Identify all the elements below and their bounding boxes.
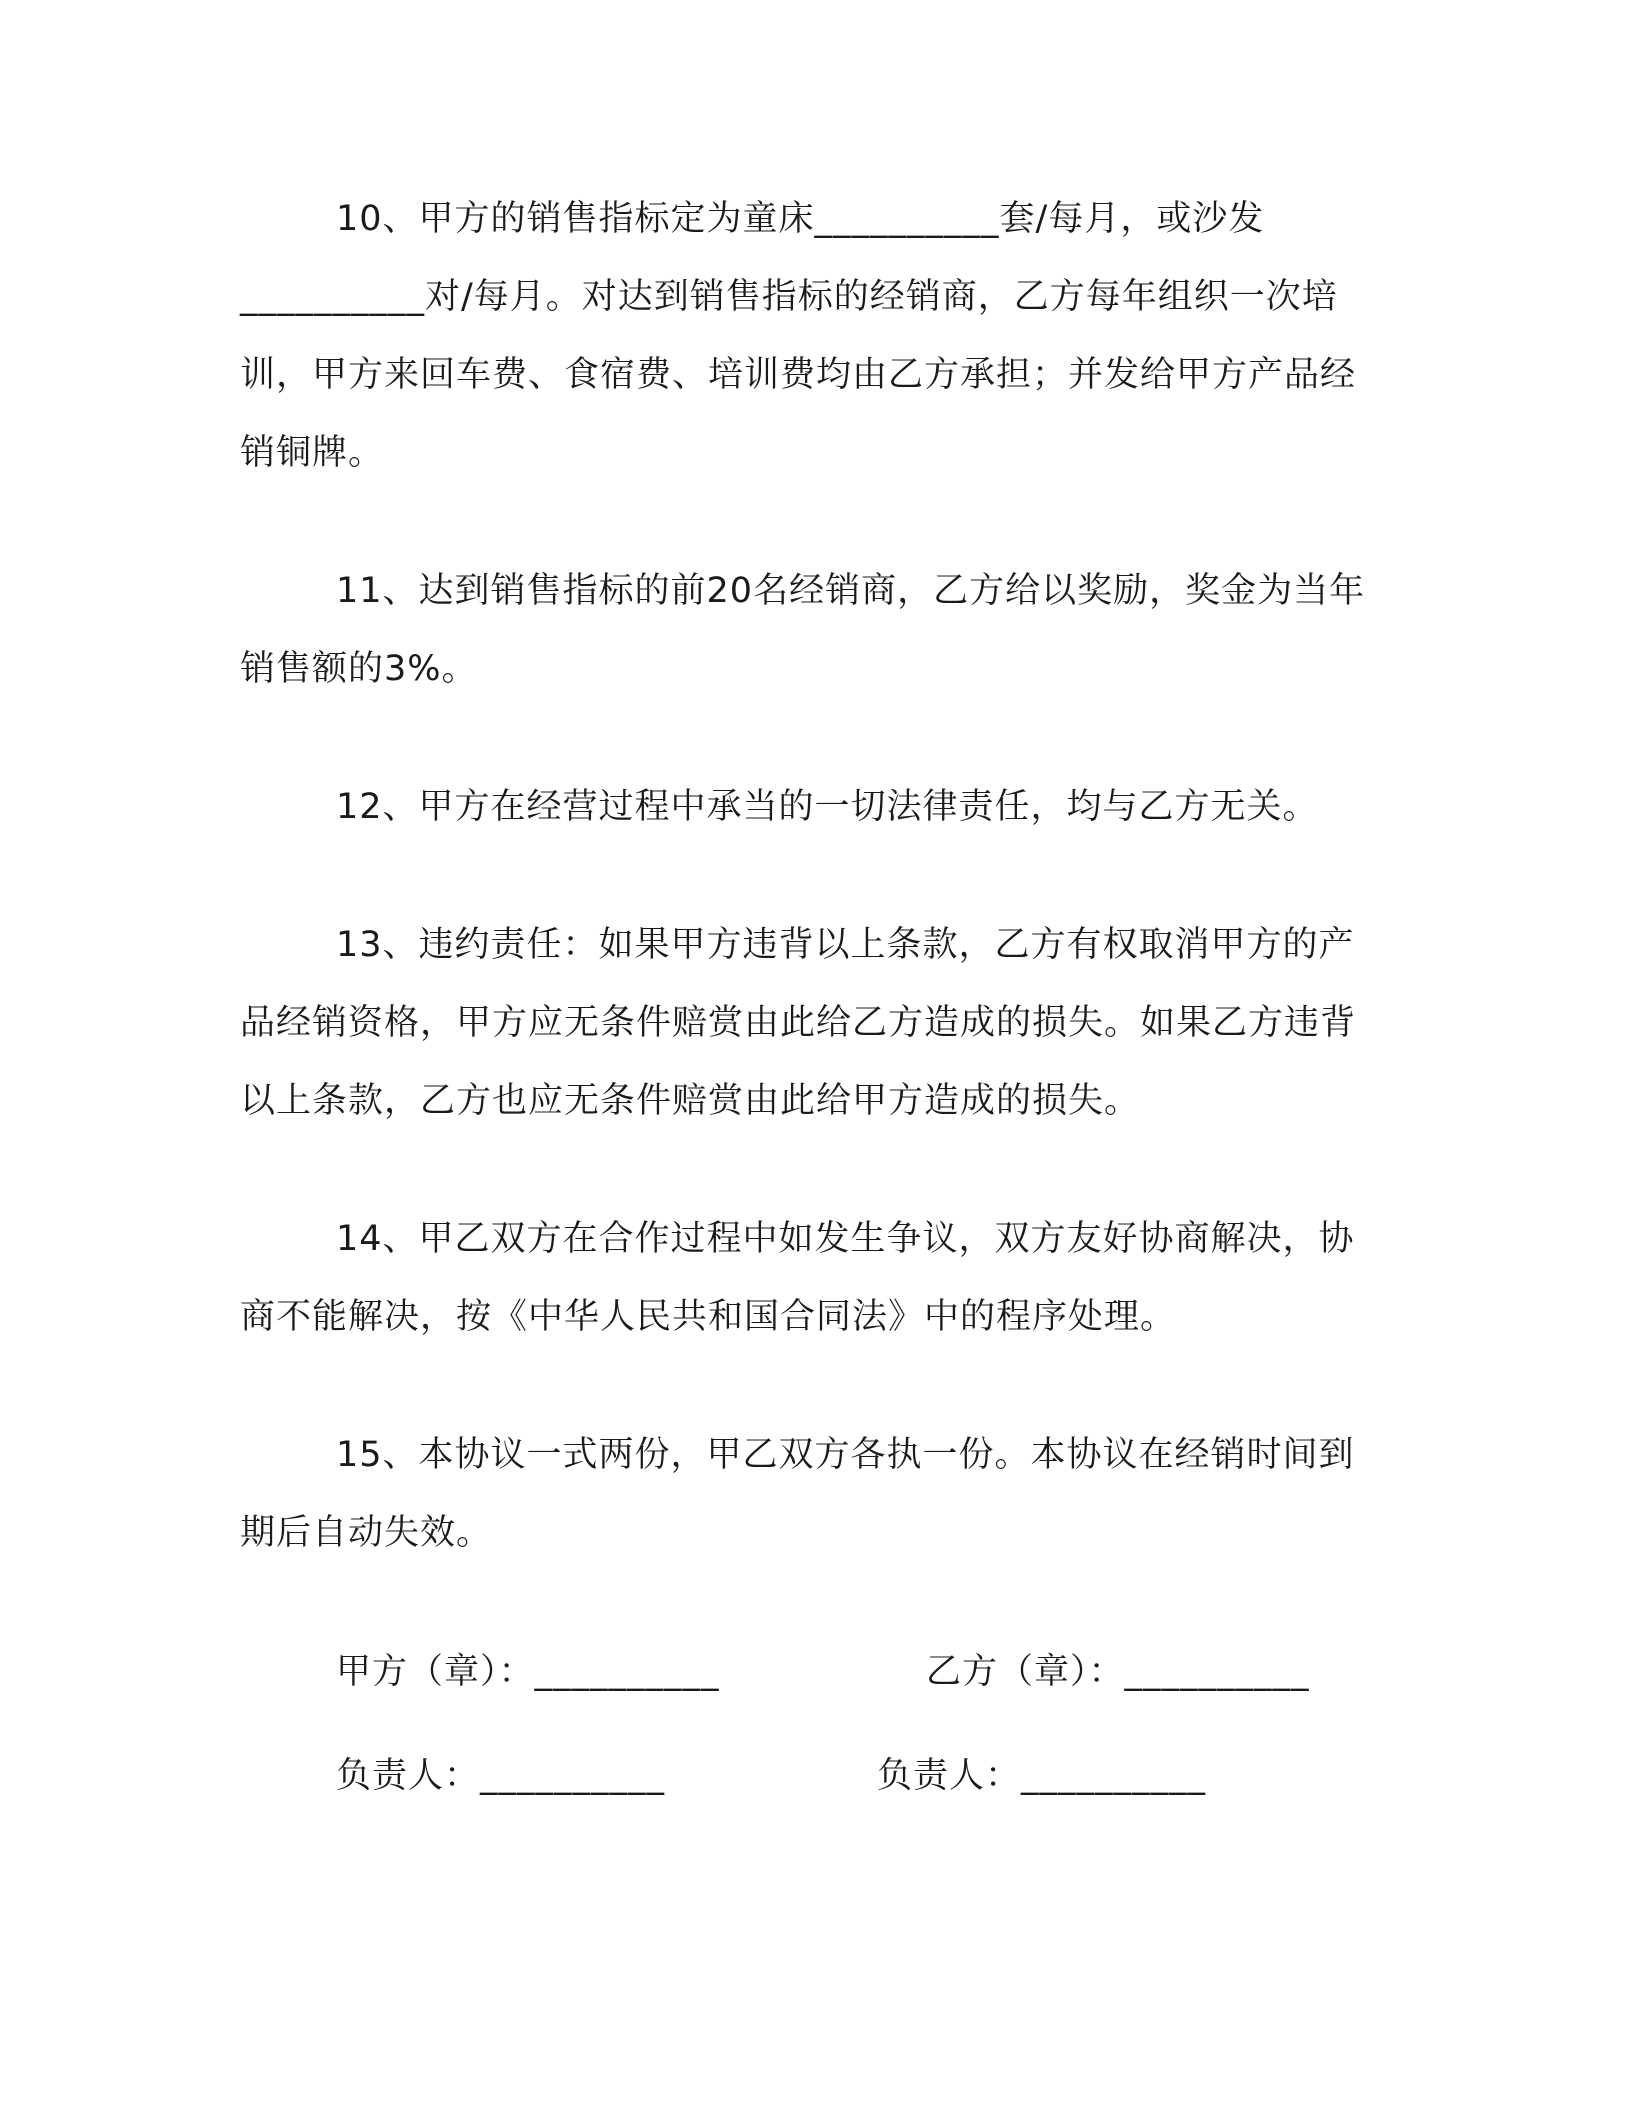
party-b-representative-line: 负责人：__________ <box>877 1756 1207 1796</box>
party-a-representative-line: 负责人：__________ <box>336 1756 666 1796</box>
party-a-seal-line: 甲方（章）：__________ <box>336 1652 720 1692</box>
clause-11: 11、达到销售指标的前20名经销商，乙方给以奖励，奖金为当年销售额的3%。 <box>240 571 1366 689</box>
clause-15: 15、本协议一式两份，甲乙双方各执一份。本协议在经销时间到期后自动失效。 <box>240 1435 1355 1553</box>
representative-row <box>240 1736 1380 1816</box>
clause-14: 14、甲乙双方在合作过程中如发生争议，双方友好协商解决，协商不能解决，按《中华人民共和国合同法》中的程序处理。 <box>240 1219 1355 1337</box>
seal-row <box>240 1632 1380 1712</box>
party-b-seal-line: 乙方（章）：__________ <box>926 1652 1310 1692</box>
clause-10: 10、甲方的销售指标定为童床__________套/每月，或沙发__________对/每月。对达到销售指标的经销商，乙方每年组织一次培训，甲方来回车费、食宿费、培训费均由乙方承担；并发给甲方产品经销铜牌。 <box>240 199 1357 473</box>
clause-12: 12、甲方在经营过程中承当的一切法律责任，均与乙方无关。 <box>336 787 1319 827</box>
document-page <box>240 180 1380 1840</box>
clause-13: 13、违约责任：如果甲方违背以上条款，乙方有权取消甲方的产品经销资格，甲方应无条件赔赏由此给乙方造成的损失。如果乙方违背以上条款，乙方也应无条件赔赏由此给甲方造成的损失。 <box>240 925 1357 1121</box>
signature-block <box>240 1632 1380 1816</box>
